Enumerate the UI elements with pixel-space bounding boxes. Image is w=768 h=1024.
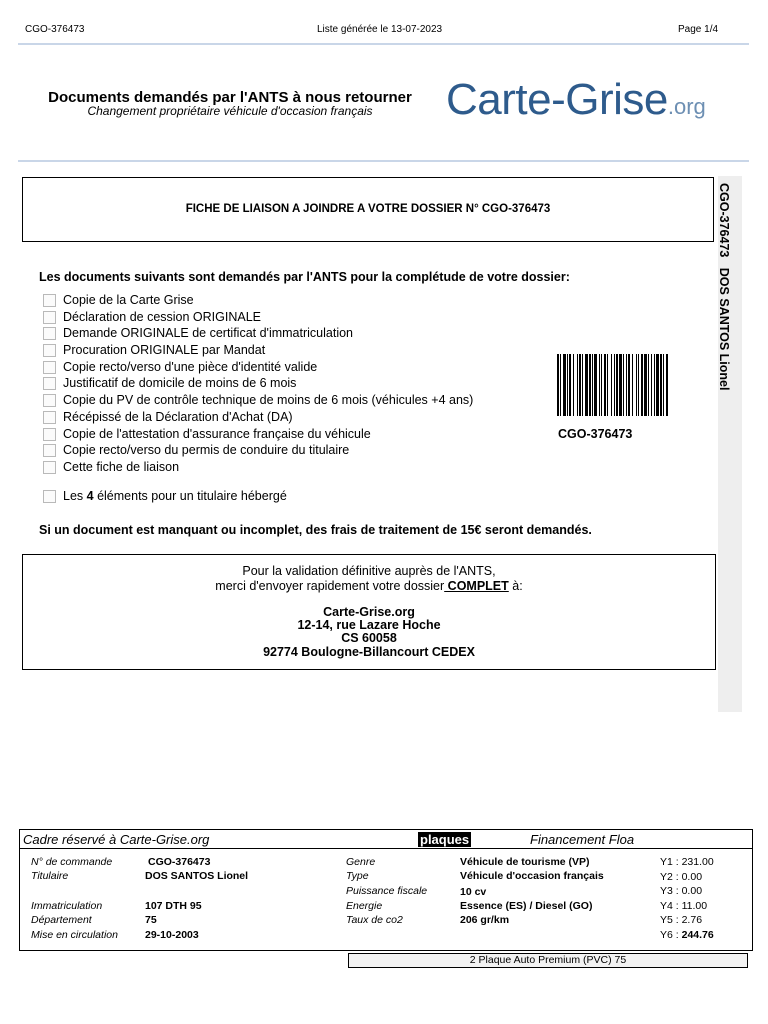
hosted-count: 4	[86, 489, 94, 503]
header-rule	[18, 43, 749, 45]
sidebar-vertical-text	[717, 183, 731, 390]
barcode-bar	[594, 354, 597, 416]
fiche-box	[22, 177, 714, 242]
field-label: Département	[31, 914, 92, 926]
plaques-tag-text: plaques	[420, 832, 470, 847]
barcode-bar	[623, 354, 624, 416]
doc-item-carte-grise[interactable]	[43, 292, 194, 308]
checkbox[interactable]	[43, 461, 56, 474]
y-value: Y3 : 0.00	[660, 885, 703, 897]
doc-item-label: Demande ORIGINALE de certificat d'immatriculation	[63, 326, 353, 340]
department: 75	[145, 914, 157, 926]
hosted-holder-item[interactable]	[43, 488, 287, 504]
logo-main-text: Carte-Grise	[446, 75, 668, 124]
doc-item-label: Procuration ORIGINALE par Mandat	[63, 343, 266, 357]
checkbox[interactable]	[43, 428, 56, 441]
doc-item-demande-certificat[interactable]	[43, 325, 353, 341]
hosted-text-before: Les	[63, 489, 87, 503]
y-value: Y2 : 0.00	[660, 871, 703, 883]
header-generated-date: Liste générée le 13-07-2023	[317, 24, 443, 35]
barcode-bar	[589, 354, 591, 416]
checkbox[interactable]	[43, 411, 56, 424]
barcode-bar	[601, 354, 602, 416]
title-rule	[18, 160, 749, 162]
doc-item-label: Déclaration de cession ORIGINALE	[63, 310, 262, 324]
doc-item-label: Copie du PV de contrôle technique de moins de 6 mois (véhicules +4 ans)	[63, 393, 474, 407]
energy-type: Essence (ES) / Diesel (GO)	[460, 900, 593, 912]
barcode-bar	[599, 354, 600, 416]
barcode-bar	[628, 354, 630, 416]
y-value: Y4 : 11.00	[660, 900, 708, 912]
field-label: Genre	[346, 856, 376, 868]
order-number: CGO-376473	[148, 856, 211, 868]
documents-intro: Les documents suivants sont demandés par l'ANTS pour la complétude de votre dossier:	[39, 270, 570, 284]
address-intro-line1: Pour la validation définitive auprès de l'ANTS,	[242, 564, 496, 578]
barcode-bar	[648, 354, 649, 416]
field-label: N° de commande	[31, 856, 113, 868]
doc-item-attestation-assurance[interactable]	[43, 426, 371, 442]
address-box	[22, 554, 716, 670]
barcode-bar	[567, 354, 568, 416]
first-registration-date: 29-10-2003	[145, 929, 199, 941]
barcode-bar	[632, 354, 633, 416]
reserved-frame-header	[20, 830, 752, 849]
financement-label: Financement Floa	[530, 832, 635, 847]
y-value: Y1 : 231.00	[660, 856, 714, 868]
carte-grise-logo	[446, 75, 706, 125]
plaques-tag	[418, 832, 471, 847]
doc-item-label: Copie de l'attestation d'assurance française du véhicule	[63, 427, 371, 441]
barcode-bar	[644, 354, 647, 416]
barcode-bar	[579, 354, 581, 416]
fiche-title: FICHE DE LIAISON A JOINDRE A VOTRE DOSSIER N° CGO-376473	[185, 203, 551, 215]
vehicle-genre: Véhicule de tourisme (VP)	[460, 856, 590, 868]
barcode-bar	[573, 354, 574, 416]
doc-item-declaration-cession[interactable]	[43, 309, 261, 325]
doc-item-procuration[interactable]	[43, 342, 265, 358]
doc-item-permis-conduire[interactable]	[43, 442, 349, 458]
field-label: Type	[346, 870, 369, 882]
address-intro-line2	[23, 579, 715, 594]
barcode-bar	[651, 354, 652, 416]
barcode-bar	[604, 354, 606, 416]
checkbox[interactable]	[43, 294, 56, 307]
line2-complet: COMPLET	[444, 579, 509, 593]
barcode-bar	[636, 354, 637, 416]
barcode-bar	[563, 354, 566, 416]
barcode-bar	[660, 354, 662, 416]
co2-rate: 206 gr/km	[460, 914, 510, 926]
barcode-bar	[557, 354, 559, 416]
barcode-bar	[614, 354, 615, 416]
barcode-bar	[656, 354, 659, 416]
line2-suffix: à:	[508, 579, 523, 593]
doc-item-label: Copie recto/verso d'une pièce d'identité valide	[63, 360, 318, 374]
y6-value: 244.76	[681, 929, 714, 941]
barcode-bar	[616, 354, 618, 416]
field-label: Taux de co2	[346, 914, 403, 926]
barcode-bar	[560, 354, 561, 416]
barcode-bar	[611, 354, 612, 416]
field-label: Immatriculation	[31, 900, 103, 912]
doc-item-fiche-liaison[interactable]	[43, 459, 179, 475]
document-subtitle: Changement propriétaire véhicule d'occasion français	[87, 104, 373, 118]
barcode-bar	[641, 354, 643, 416]
sidebar-reference: CGO-376473	[717, 183, 731, 258]
barcode-bar	[663, 354, 664, 416]
checkbox[interactable]	[43, 327, 56, 340]
doc-item-label: Copie de la Carte Grise	[63, 293, 194, 307]
sidebar-holder-name: DOS SANTOS Lionel	[717, 267, 731, 391]
y6-label: Y6 :	[660, 929, 682, 941]
barcode-bar	[607, 354, 608, 416]
doc-item-label: Copie recto/verso du permis de conduire du titulaire	[63, 443, 350, 457]
y-value: Y5 : 2.76	[660, 914, 703, 926]
doc-item-label: Cette fiche de liaison	[63, 460, 180, 474]
missing-document-warning: Si un document est manquant ou incomplet, des frais de traitement de 15€ seront demandés.	[39, 523, 592, 537]
field-label: Titulaire	[31, 870, 69, 882]
field-label: Energie	[346, 900, 383, 912]
barcode-bar	[569, 354, 571, 416]
field-label: Puissance fiscale	[346, 885, 428, 897]
address-cs: CS 60058	[341, 631, 397, 645]
checkbox[interactable]	[43, 490, 56, 503]
doc-item-piece-identite[interactable]	[43, 359, 317, 375]
barcode-image	[557, 354, 712, 416]
fiscal-power: 10 cv	[460, 886, 487, 898]
line2-text: merci d'envoyer rapidement votre dossier	[215, 579, 445, 593]
doc-item-controle-technique[interactable]	[43, 392, 473, 408]
hosted-holder-label	[63, 489, 287, 503]
header-reference: CGO-376473	[25, 24, 85, 35]
logo-suffix-text: .org	[667, 94, 706, 119]
header-page-number: Page 1/4	[678, 24, 719, 35]
holder-name: DOS SANTOS Lionel	[145, 870, 249, 882]
checkbox[interactable]	[43, 344, 56, 357]
plate-order-bar: 2 Plaque Auto Premium (PVC) 75	[348, 953, 748, 968]
vehicle-type: Véhicule d'occasion français	[460, 870, 604, 882]
reserved-frame	[19, 829, 753, 951]
barcode-bar	[666, 354, 668, 416]
barcode-bar	[654, 354, 655, 416]
hosted-text-after: éléments pour un titulaire hébergé	[93, 489, 287, 503]
barcode-bar	[592, 354, 593, 416]
barcode-bar	[585, 354, 588, 416]
barcode-bar	[582, 354, 583, 416]
registration-number: 107 DTH 95	[145, 900, 202, 912]
field-label: Mise en circulation	[31, 929, 118, 941]
checkbox[interactable]	[43, 394, 56, 407]
doc-item-justificatif-domicile[interactable]	[43, 375, 296, 391]
checkbox[interactable]	[43, 444, 56, 457]
barcode-bar	[619, 354, 622, 416]
address-city: 92774 Boulogne-Billancourt CEDEX	[263, 645, 475, 659]
barcode-bar	[626, 354, 627, 416]
reserved-frame-title: Cadre réservé à Carte-Grise.org	[23, 832, 210, 847]
document-title: Documents demandés par l'ANTS à nous retourner	[48, 89, 412, 106]
address-street: 12-14, rue Lazare Hoche	[297, 618, 441, 632]
barcode-label: CGO-376473	[558, 427, 633, 441]
checkbox[interactable]	[43, 311, 56, 324]
checkbox[interactable]	[43, 377, 56, 390]
address-company: Carte-Grise.org	[323, 605, 415, 619]
doc-item-declaration-achat[interactable]	[43, 409, 293, 425]
checkbox[interactable]	[43, 361, 56, 374]
doc-item-label: Récépissé de la Déclaration d'Achat (DA)	[63, 410, 293, 424]
barcode-bar	[577, 354, 578, 416]
y6-total	[660, 929, 714, 941]
doc-item-label: Justificatif de domicile de moins de 6 mois	[63, 376, 297, 390]
barcode-bar	[638, 354, 639, 416]
